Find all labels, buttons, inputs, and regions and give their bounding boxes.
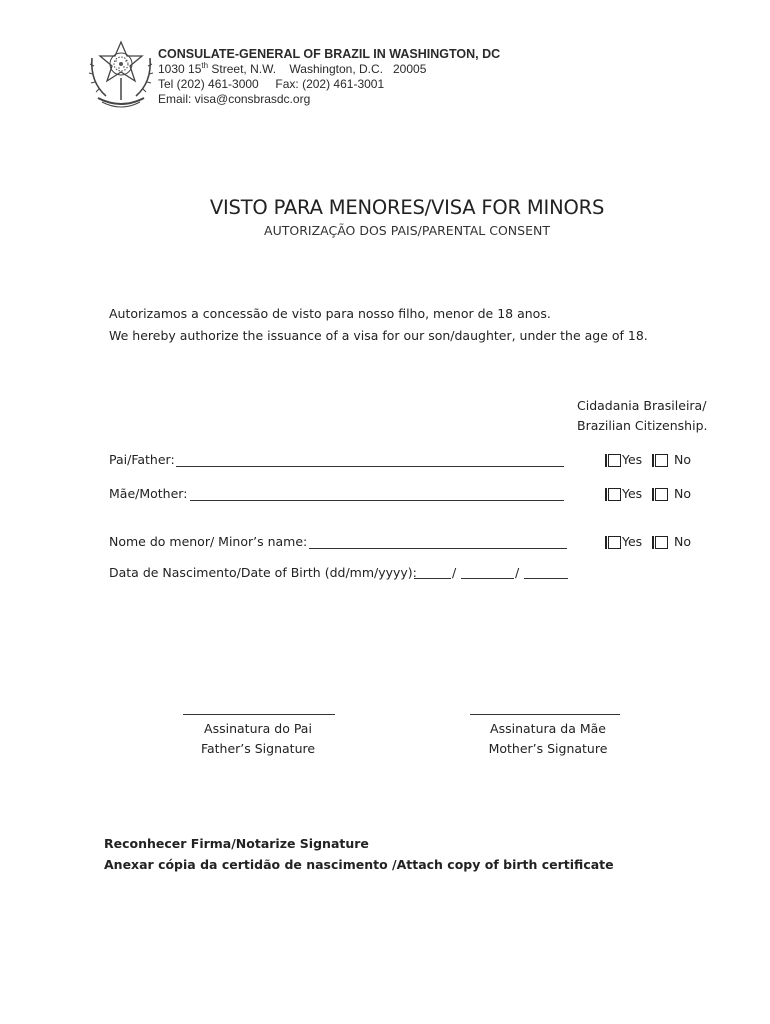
minor-name-label: Nome do menor/ Minor’s name: [109,534,308,549]
citizenship-header-en: Brazilian Citizenship. [577,418,708,433]
attach-note: Anexar cópia da certidão de nascimento /Attach copy of birth certificate [104,857,614,872]
mother-name-line[interactable] [190,500,564,501]
father-signature-line[interactable] [183,714,335,715]
mother-citizenship-no-checkbox[interactable] [655,488,668,501]
dob-year-line[interactable] [524,578,568,579]
address-number: 1030 15 [158,62,202,76]
address-street: Street, N.W. Washington, D.C. 20005 [208,62,427,76]
mother-no-label: No [674,486,691,501]
father-citizenship-yes-checkbox[interactable] [608,454,621,467]
mother-signature-label-en: Mother’s Signature [488,741,608,756]
dob-month-line[interactable] [461,578,514,579]
minor-no-label: No [674,534,691,549]
dob-separator-1: / [452,565,457,580]
mother-citizenship-yes-checkbox[interactable] [608,488,621,501]
minor-citizenship-no-checkbox[interactable] [655,536,668,549]
mother-signature-line[interactable] [470,714,620,715]
mother-label: Mãe/Mother: [109,486,188,501]
dob-separator-2: / [515,565,520,580]
father-no-label: No [674,452,691,467]
intro-portuguese: Autorizamos a concessão de visto para nosso filho, menor de 18 anos. [109,306,551,321]
intro-english: We hereby authorize the issuance of a visa for our son/daughter, under the age of 18. [109,328,648,343]
dob-label: Data de Nascimento/Date of Birth (dd/mm/yyyy): [109,565,417,580]
consulate-name: CONSULATE-GENERAL OF BRAZIL IN WASHINGTON, DC [158,47,501,61]
minor-citizenship-yes-checkbox[interactable] [608,536,621,549]
form-subtitle: AUTORIZAÇÃO DOS PAIS/PARENTAL CONSENT [264,223,550,238]
father-name-line[interactable] [176,466,564,467]
consulate-address [158,62,426,76]
mother-yes-label: Yes [622,486,643,501]
consulate-phone-fax: Tel (202) 461-3000 Fax: (202) 461-3001 [158,77,385,91]
father-signature-label-pt: Assinatura do Pai [204,721,312,736]
father-citizenship-no-checkbox[interactable] [655,454,668,467]
minor-yes-label: Yes [622,534,643,549]
father-yes-label: Yes [622,452,643,467]
father-label: Pai/Father: [109,452,175,467]
address-ordinal: th [201,61,209,70]
mother-signature-label-pt: Assinatura da Mãe [490,721,606,736]
minor-name-line[interactable] [309,548,567,549]
notarize-note: Reconhecer Firma/Notarize Signature [104,836,369,851]
father-signature-label-en: Father’s Signature [200,741,316,756]
consulate-email: Email: visa@consbrasdc.org [158,92,311,106]
coat-of-arms-seal-icon [86,38,156,112]
citizenship-header-pt: Cidadania Brasileira/ [577,398,707,413]
dob-day-line[interactable] [414,578,451,579]
form-title: VISTO PARA MENORES/VISA FOR MINORS [209,196,605,219]
